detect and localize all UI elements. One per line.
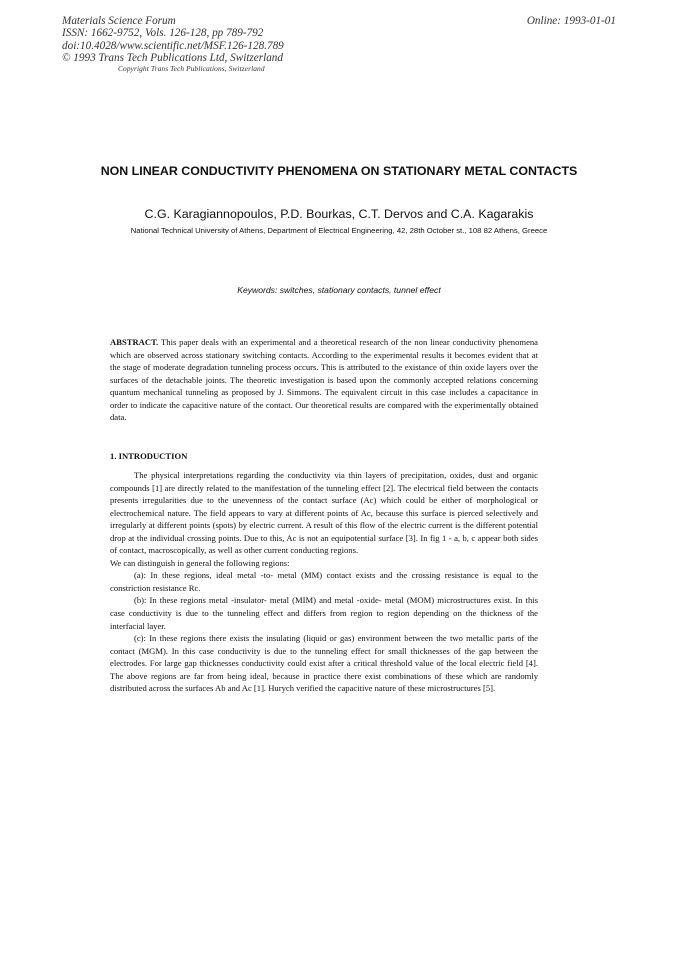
paragraph: We can distinguish in general the following regions: — [110, 557, 290, 568]
paragraph: The physical interpretations regarding the conductivity via thin layers of precipitation, oxides, dust and organic compounds [1] are directly related to the manifestation of the tunneling effect [2]. The electrical field between the contacts presents irregularities due to the unevenness of the contact surface (Ac) which could be either of morphological or electrochemical nature. The field appears to vary at different points of Ac, because this surface is pierced selectively and irregularly at different points (spots) by electric current. A result of this flow of the electric current is the different potential drop at the individual crossing points. Due to this, Ac is not an equipotential surface [3]. In fig 1 - a, b, c appear both sides of contact, macroscopically, as well as other current conducting regions. — [110, 470, 538, 556]
publisher-line: © 1993 Trans Tech Publications Ltd, Switzerland — [62, 52, 283, 65]
issn-line: ISSN: 1662-9752, Vols. 126-128, pp 789-792 — [62, 27, 264, 40]
journal-header — [62, 15, 284, 65]
affiliation: National Technical University of Athens, Department of Electrical Engineering, 42, 28th October st., 108 82 Athens, Greece — [130, 226, 548, 235]
abstract-label: ABSTRACT. — [110, 337, 159, 347]
section-heading-introduction: 1. INTRODUCTION — [110, 451, 188, 461]
doi-link[interactable]: doi:10.4028/www.scientific.net/MSF.126-128.789 — [62, 39, 284, 52]
paragraph: (a): In these regions, ideal metal -to- metal (MM) contact exists and the crossing resistance is equal to the constriction resistance Rc. — [110, 570, 538, 593]
paper-title: NON LINEAR CONDUCTIVITY PHENOMENA ON STATIONARY METAL CONTACTS — [100, 164, 578, 178]
journal-name: Materials Science Forum — [62, 15, 176, 27]
abstract-text: This paper deals with an experimental and a theoretical research of the non linear conductivity phenomena which are observed across stationary switching contacts. According to the experimental results it becomes evident that at the stage of moderate degradation tunneling process occurs. This is attributed to the existance of thin oxide layers over the surfaces of the detachable joints. The theoretic investigation is based upon the commonly accepted relations concerning quantum mechanical tunneling as proposed by J. Simmons. The equivalent circuit in this case includes a capacitance in order to indicate the capacitive nature of the contact. Our theoretical results are compared with the experimentally obtained data. — [110, 337, 538, 423]
paragraph: (b): In these regions metal -insulator- metal (MIM) and metal -oxide- metal (MOM) microstructures exist. In this case conductivity is due to the tunneling effect and differs from region to region depending on the thickness of the interfacial layer. — [110, 595, 538, 631]
introduction-body — [110, 469, 538, 695]
abstract — [110, 336, 538, 424]
copyright-stamp: Copyright Trans Tech Publications, Switzerland — [118, 64, 265, 73]
keywords: Keywords: switches, stationary contacts, tunnel effect — [237, 285, 441, 295]
online-date: Online: 1993-01-01 — [526, 15, 616, 27]
author-list: C.G. Karagiannopoulos, P.D. Bourkas, C.T. Dervos and C.A. Kagarakis — [144, 207, 534, 221]
paragraph: (c): In these regions there exists the insulating (liquid or gas) environment between the two metallic parts of the contact (MGM). In this case conductivity is due to the tunneling effect for small thicknesses of the gap between the electrodes. For large gap thicknesses conductivity could exist after a critical threshold value of the local electric field [4]. The above regions are far from being ideal, because in practice there exist combinations of these which are randomly distributed across the surfaces Ab and Ac [1]. Hurych verified the capacitive nature of these microstructures [5]. — [110, 633, 538, 694]
